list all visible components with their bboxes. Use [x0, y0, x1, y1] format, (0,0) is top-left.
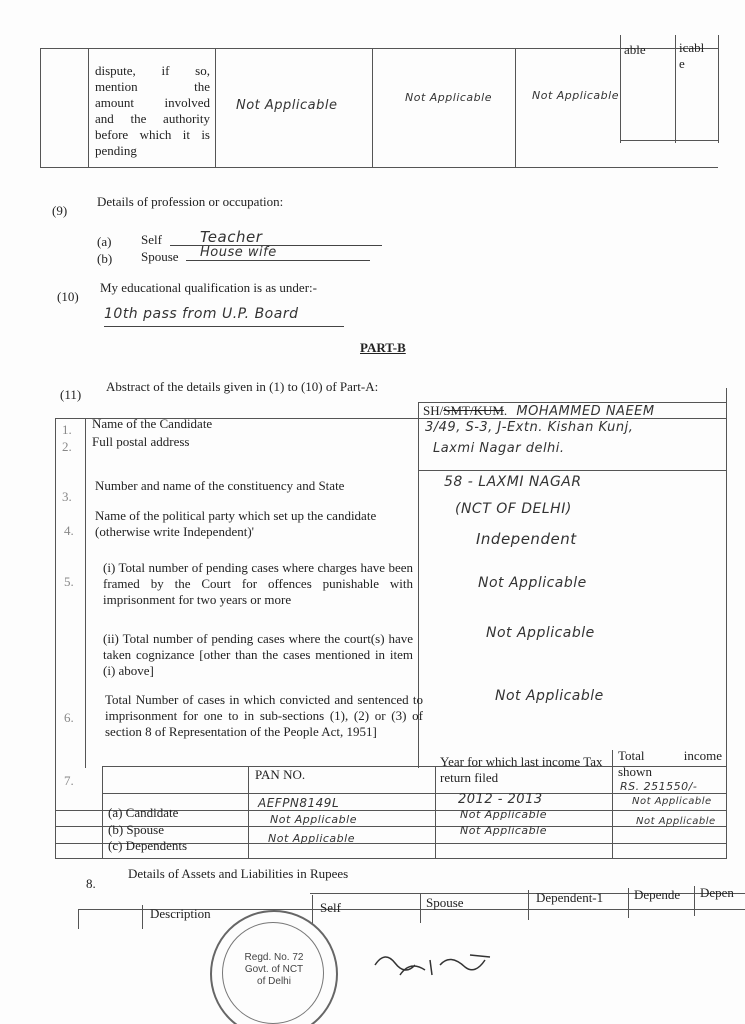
name-prefix [423, 403, 655, 419]
candidate-label: (a) Candidate [108, 805, 179, 820]
col5-value: Not Applicable [532, 89, 619, 102]
self-label: Self [141, 232, 162, 247]
year-header: Year for which last income Tax return filed [440, 754, 603, 785]
row-label: Number and name of the constituency and State [95, 478, 345, 493]
dependents-year: Not Applicable [460, 824, 547, 837]
candidate-name: MOHAMMED NAEEM [516, 404, 655, 419]
spouse-pan: Not Applicable [270, 813, 357, 826]
header-description: Description [150, 906, 211, 921]
education-field [104, 306, 344, 327]
section9-number: (9) [52, 203, 68, 218]
stamp-line: Govt. of NCT [244, 964, 304, 975]
col7-value: icabl e [679, 40, 705, 71]
spouse-income: Not Applicable [632, 796, 712, 807]
address-line2: Laxmi Nagar delhi. [433, 441, 565, 456]
section9-title: Details of profession or occupation: [97, 194, 284, 209]
header-self: Self [320, 900, 341, 915]
convictions-value: Not Applicable [495, 688, 604, 704]
col6-value: able [624, 42, 646, 57]
stamp-line: Regd. No. 72 [244, 952, 304, 963]
dependents-label: (c) Dependents [108, 838, 188, 853]
header-dependent-3: Depen [700, 885, 734, 900]
spouse-label-no: (b) [97, 251, 113, 266]
prefix-end: . [503, 403, 508, 418]
pending-cases-value: Not Applicable [478, 575, 587, 591]
candidate-pan: AEFPN8149L [258, 796, 340, 810]
desc-line: before which it is [95, 127, 210, 142]
spouse-label: (b) Spouse [108, 822, 164, 837]
dependents-pan: Not Applicable [268, 832, 355, 845]
desc-line: pending [95, 143, 137, 158]
section11-title: Abstract of the details given in (1) to (10) of Part-A: [106, 379, 379, 394]
row-label: (i) Total number of pending cases where charges have been framed by the Court for offences punishable with imprisonment for two years or more [103, 560, 413, 607]
section11-number: (11) [60, 387, 82, 402]
desc-line: and the authority [95, 111, 210, 126]
section10-title: My educational qualification is as under:- [100, 280, 317, 295]
pan-header: PAN NO. [255, 767, 306, 782]
candidate-year: 2012 - 2013 [458, 792, 543, 807]
row-number: 1. [62, 422, 72, 437]
row-number: 2. [62, 439, 72, 454]
section8-number: 8. [86, 876, 96, 891]
section10-number: (10) [57, 289, 79, 304]
row-number: 6. [64, 710, 74, 725]
dispute-description [95, 63, 210, 159]
col3-value: Not Applicable [236, 98, 338, 113]
row-number: 4. [64, 523, 74, 538]
spouse-year: Not Applicable [460, 808, 547, 821]
spouse-field [186, 244, 370, 261]
header-spouse: Spouse [426, 895, 464, 910]
section8-title: Details of Assets and Liabilities in Rupees [128, 866, 349, 881]
desc-line: amount involved [95, 95, 210, 110]
self-label-no: (a) [97, 234, 112, 249]
party: Independent [476, 530, 577, 548]
row-number: 7. [64, 773, 74, 788]
row-label: Name of the political party which set up the candidate (otherwise write Independent)' [95, 508, 377, 539]
desc-line: dispute, if so, [95, 63, 210, 78]
spouse-value: House wife [200, 245, 277, 260]
cognizance-value: Not Applicable [486, 625, 595, 641]
oath-commissioner-stamp [210, 910, 338, 1024]
constituency: 58 - LAXMI NAGAR [444, 474, 582, 490]
row-label: Name of the Candidate [92, 416, 213, 431]
prefix-struck: SMT/KUM [443, 403, 504, 418]
row-number: 5. [64, 574, 74, 589]
col4-value: Not Applicable [405, 91, 492, 104]
row-label: (ii) Total number of pending cases where the court(s) have taken cognizance [other than the cases mentioned in item (i) above] [103, 631, 413, 678]
header-dependent-2: Depende [634, 887, 681, 902]
part-b-heading: PART-B [360, 340, 406, 355]
row-label: Full postal address [92, 434, 190, 449]
self-value: Teacher [200, 228, 263, 246]
row-label: Total Number of cases in which convicted and sentenced to imprisonment for one to in sub-sections (1), (2) or (3) of section 8 of Representation of the People Act, 1951] [105, 692, 423, 739]
stamp-line: of Delhi [257, 976, 291, 987]
address-line1: 3/49, S-3, J-Extn. Kishan Kunj, [425, 420, 634, 435]
row-number: 3. [62, 489, 72, 504]
desc-line: mention the [95, 79, 210, 94]
candidate-income: RS. 251550/- [620, 780, 698, 793]
prefix-sh: SH/ [423, 403, 444, 418]
state: (NCT OF DELHI) [455, 501, 572, 517]
signature [370, 945, 510, 990]
education-value: 10th pass from U.P. Board [104, 306, 299, 322]
header-dependent-1: Dependent-1 [536, 890, 604, 905]
dependents-income: Not Applicable [636, 816, 716, 827]
income-header: Total income shown [618, 748, 722, 779]
spouse-label: Spouse [141, 249, 179, 264]
